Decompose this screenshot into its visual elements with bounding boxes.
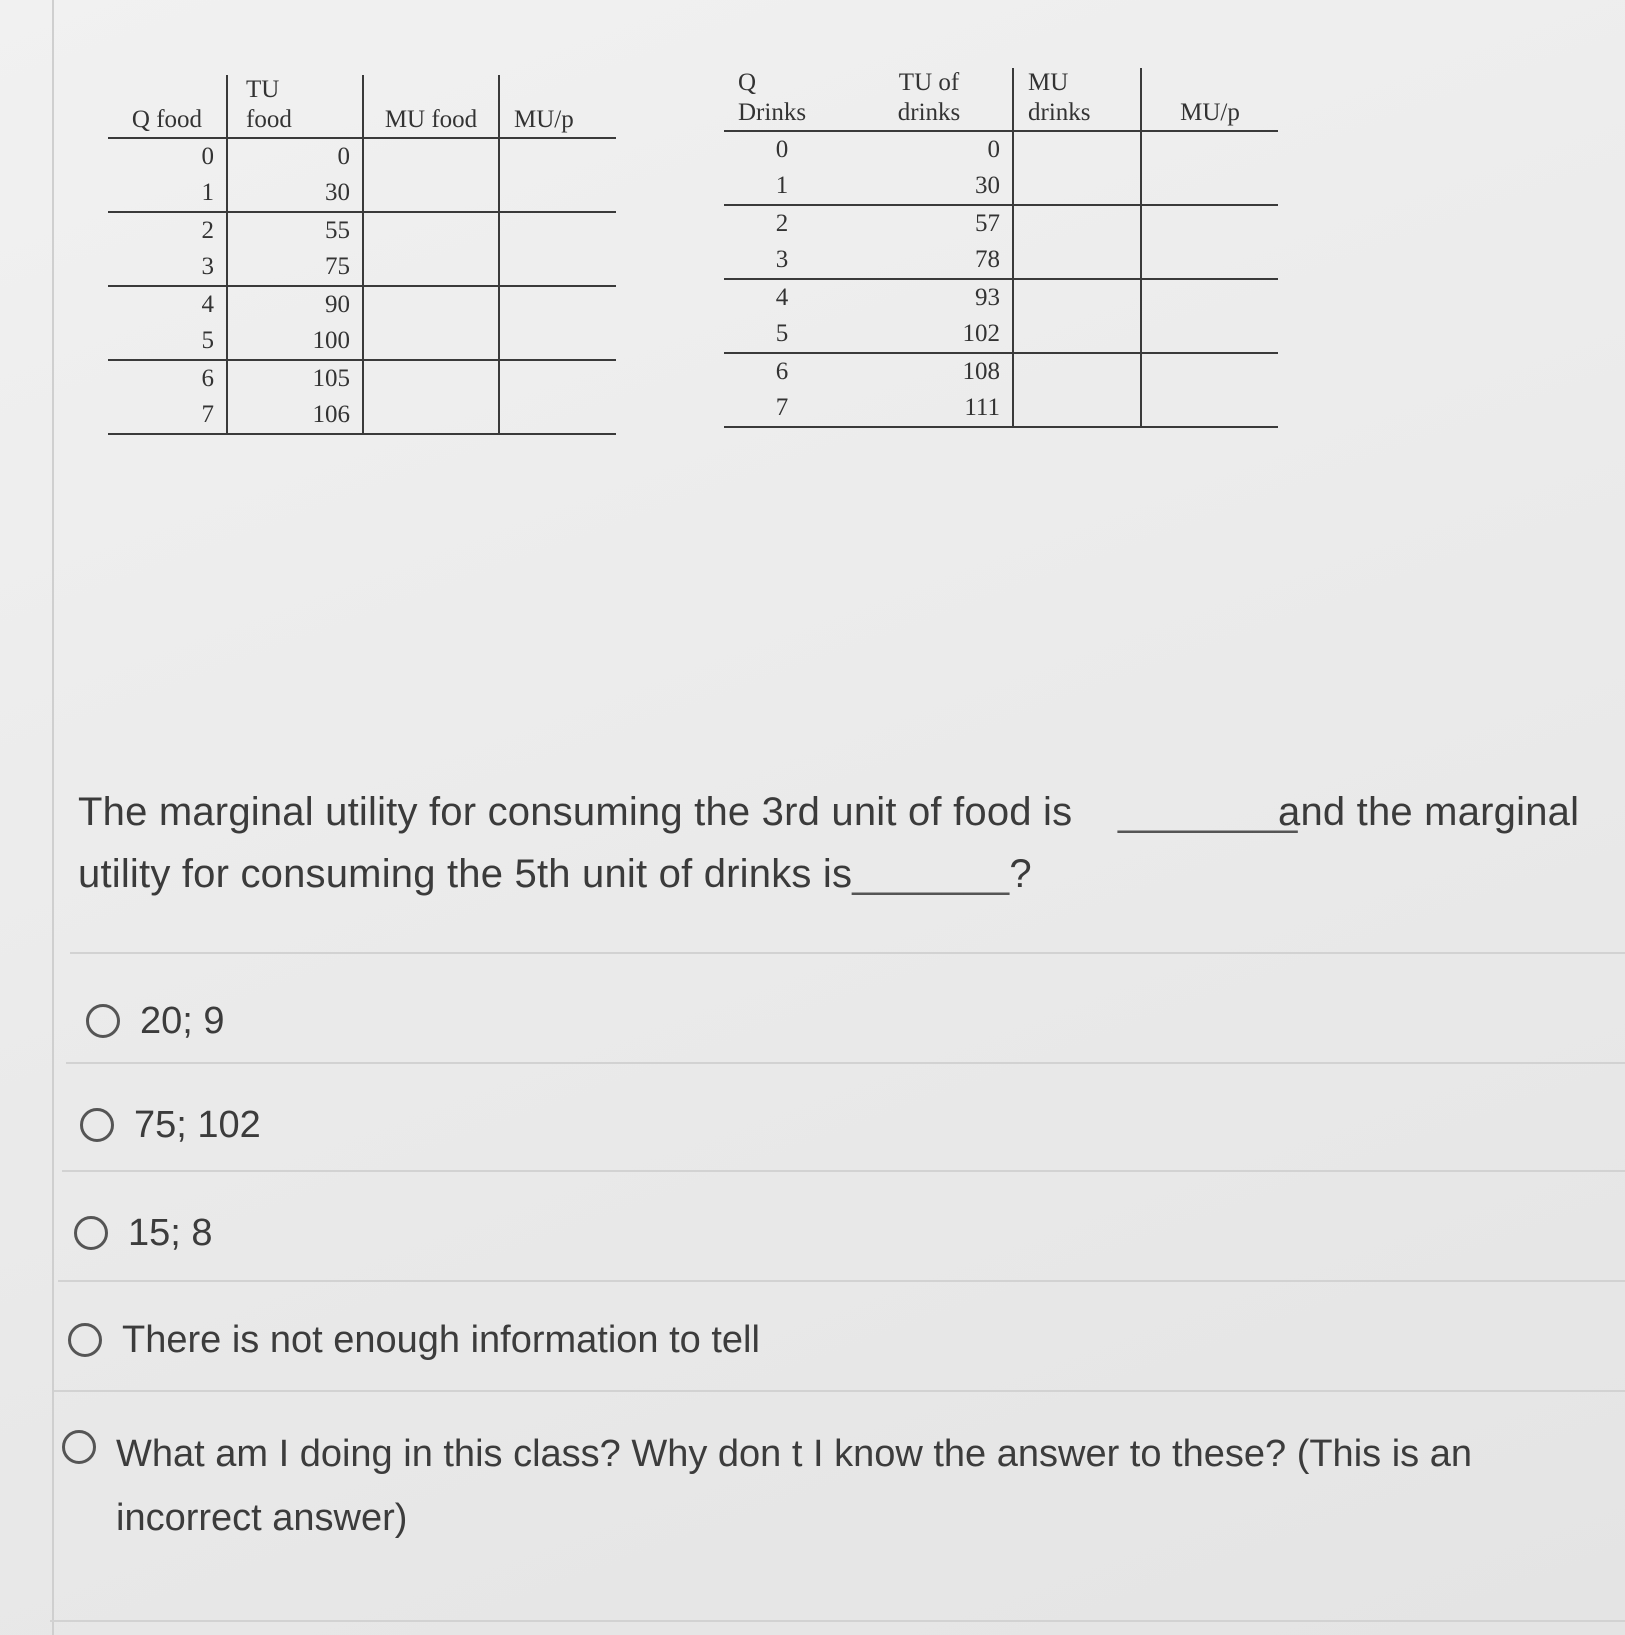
q-cell: 2 [775, 210, 789, 237]
answer-blank-2: _______ [852, 852, 1010, 896]
header-q-food: Q food [108, 75, 227, 138]
divider [62, 1170, 1625, 1172]
header-q-drinks: Q Drinks [724, 68, 846, 131]
q-cell: 7 [724, 390, 846, 427]
question-part-2: and the marginal [1278, 790, 1580, 834]
table-row [108, 397, 616, 434]
mup-cell [499, 212, 616, 249]
q-cell: 5 [108, 323, 227, 360]
option-label: What am I doing in this class? Why don t I know the answer to these? (This is an incorrect answer) [116, 1433, 1472, 1539]
mup-cell [499, 286, 616, 323]
divider [66, 1062, 1625, 1064]
tu-cell: 111 [846, 390, 1013, 427]
table-row [108, 249, 616, 286]
table-row [724, 131, 1278, 168]
table-row [108, 323, 616, 360]
table-row [724, 205, 1278, 242]
tu-cell: 93 [975, 284, 1000, 311]
radio-button-icon[interactable] [62, 1430, 96, 1464]
q-cell: 0 [201, 143, 214, 170]
mup-cell [1141, 353, 1278, 390]
question-mark: ? [1009, 852, 1032, 896]
q-cell: 2 [201, 217, 214, 244]
radio-button-icon[interactable] [86, 1004, 120, 1038]
mu-cell [363, 249, 499, 286]
table-row [108, 286, 616, 323]
table-row [724, 279, 1278, 316]
mup-cell [1141, 242, 1278, 279]
header-mu-drinks: MU drinks [1013, 68, 1141, 131]
tu-cell: 75 [227, 249, 363, 286]
tu-cell: 30 [227, 175, 363, 212]
header-mu-food: MU food [363, 75, 499, 138]
q-cell: 1 [724, 168, 846, 205]
drinks-utility-table [724, 68, 1278, 428]
mu-cell [1013, 205, 1141, 242]
mu-cell [363, 286, 499, 323]
mu-cell [1013, 279, 1141, 316]
mup-cell [499, 138, 616, 175]
mu-cell [1013, 168, 1141, 205]
q-cell: 0 [775, 136, 789, 163]
mup-cell [1141, 279, 1278, 316]
q-cell: 4 [775, 284, 789, 311]
divider [50, 1620, 1625, 1622]
header-tu-food: TU food [227, 75, 363, 138]
mup-cell [499, 360, 616, 397]
question-part-1: The marginal utility for consuming the 3rd unit of food is [78, 790, 1073, 834]
table-row [724, 316, 1278, 353]
tu-cell: 55 [227, 212, 363, 249]
divider [70, 952, 1625, 954]
tu-cell: 90 [227, 286, 363, 323]
option-3[interactable] [74, 1208, 213, 1258]
mup-cell [1141, 390, 1278, 427]
mup-cell [499, 323, 616, 360]
tu-cell: 108 [962, 358, 1000, 385]
q-cell: 5 [724, 316, 846, 353]
q-cell: 3 [724, 242, 846, 279]
header-mu-p-drinks: MU/p [1141, 68, 1278, 131]
tu-cell: 105 [227, 360, 363, 397]
tu-cell: 30 [846, 168, 1013, 205]
divider [54, 1390, 1625, 1392]
option-4[interactable] [68, 1315, 760, 1365]
option-label: 75; 102 [134, 1104, 261, 1146]
answer-blank-1: ________ [1118, 790, 1298, 834]
mup-cell [1141, 131, 1278, 168]
option-1[interactable] [86, 996, 225, 1046]
option-label: 15; 8 [128, 1212, 213, 1254]
mup-cell [1141, 316, 1278, 353]
tu-cell: 102 [846, 316, 1013, 353]
mup-cell [499, 175, 616, 212]
tu-cell: 57 [975, 210, 1000, 237]
food-utility-table [108, 75, 616, 435]
table-row [108, 360, 616, 397]
table-row [108, 138, 616, 175]
mu-cell [363, 323, 499, 360]
question-part-3: utility for consuming the 5th unit of drinks is [78, 852, 853, 896]
header-tu-drinks: TU of drinks [846, 68, 1013, 131]
food-table-header-row [108, 75, 616, 138]
option-2[interactable] [80, 1100, 261, 1150]
q-cell: 7 [108, 397, 227, 434]
q-cell: 4 [201, 291, 214, 318]
tu-cell: 106 [227, 397, 363, 434]
table-row [724, 168, 1278, 205]
q-cell: 6 [775, 358, 789, 385]
mup-cell [499, 249, 616, 286]
radio-button-icon[interactable] [74, 1216, 108, 1250]
mu-cell [363, 212, 499, 249]
mup-cell [1141, 205, 1278, 242]
table-row [724, 353, 1278, 390]
mu-cell [363, 397, 499, 434]
mu-cell [1013, 316, 1141, 353]
tu-cell: 0 [987, 136, 1000, 163]
mu-cell [363, 175, 499, 212]
q-cell: 1 [108, 175, 227, 212]
mu-cell [1013, 390, 1141, 427]
mu-cell [1013, 131, 1141, 168]
q-cell: 3 [108, 249, 227, 286]
radio-button-icon[interactable] [80, 1108, 114, 1142]
table-row [108, 175, 616, 212]
option-label: 20; 9 [140, 1000, 225, 1042]
table-row [724, 390, 1278, 427]
mu-cell [363, 360, 499, 397]
table-row [724, 242, 1278, 279]
tu-cell: 100 [227, 323, 363, 360]
mup-cell [1141, 168, 1278, 205]
mu-cell [1013, 242, 1141, 279]
mu-cell [363, 138, 499, 175]
tu-cell: 0 [227, 138, 363, 175]
tu-cell: 78 [846, 242, 1013, 279]
drinks-table-header-row [724, 68, 1278, 131]
table-row [108, 212, 616, 249]
divider [58, 1280, 1625, 1282]
radio-button-icon[interactable] [68, 1323, 102, 1357]
question-line-2 [78, 842, 1032, 906]
option-5[interactable] [62, 1422, 1596, 1550]
mup-cell [499, 397, 616, 434]
q-cell: 6 [201, 365, 214, 392]
header-mu-p: MU/p [499, 75, 616, 138]
option-label: There is not enough information to tell [122, 1319, 760, 1361]
mu-cell [1013, 353, 1141, 390]
